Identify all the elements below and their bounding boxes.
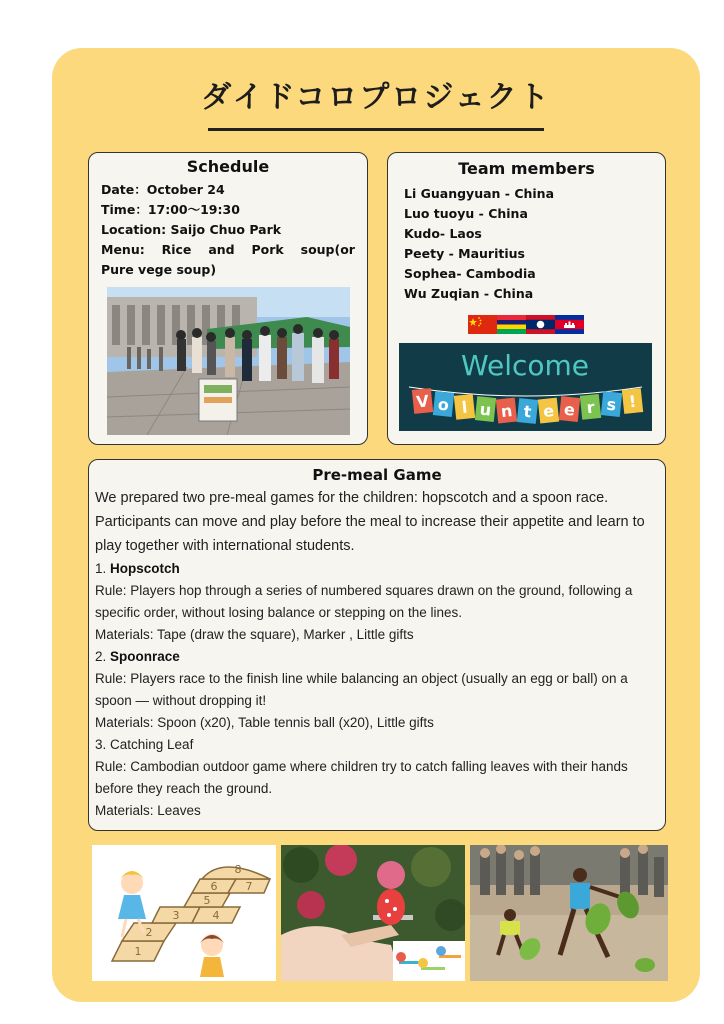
china-flag-icon bbox=[468, 315, 497, 334]
game-item-name: Hopscotch bbox=[110, 561, 180, 576]
banner-letter-tile bbox=[412, 388, 433, 414]
svg-text:!: ! bbox=[627, 391, 638, 412]
team-member: Wu Zuqian - China bbox=[404, 286, 534, 301]
svg-text:s: s bbox=[605, 394, 618, 415]
schedule-date: Date：October 24 bbox=[101, 182, 225, 197]
hop-number: 5 bbox=[203, 894, 211, 907]
banner-letter-tile bbox=[433, 391, 454, 417]
schedule-menu-line2: Pure vege soup) bbox=[101, 262, 217, 277]
laos-flag-icon bbox=[526, 315, 555, 334]
schedule-menu-line1 bbox=[101, 240, 355, 260]
team-card bbox=[387, 152, 666, 445]
hop-number: 1 bbox=[134, 945, 142, 958]
game-item-materials: Materials: Spoon (x20), Table tennis ball (x20), Little gifts bbox=[95, 715, 434, 730]
game-item-rule: Rule: Players hop through a series of numbered squares drawn on the ground, following a specific order, without losing balance or stepping on the lines. bbox=[95, 583, 633, 620]
banner-letter-tile bbox=[580, 394, 601, 420]
team-member: Kudo- Laos bbox=[404, 226, 482, 241]
title-underline bbox=[208, 128, 544, 131]
hop-number: 7 bbox=[245, 880, 253, 893]
banner-letter-tile bbox=[454, 394, 475, 420]
flag-row bbox=[468, 315, 584, 334]
schedule-heading: Schedule bbox=[186, 157, 270, 176]
spoon-race-photo bbox=[281, 845, 465, 981]
svg-text:u: u bbox=[478, 399, 493, 420]
poster bbox=[52, 48, 700, 1002]
banner-letter-tile bbox=[601, 391, 622, 417]
game-item-number: 2. bbox=[95, 649, 111, 664]
mauritius-flag-icon bbox=[497, 315, 526, 334]
game-item-rule: Rule: Cambodian outdoor game where children try to catch falling leaves with their hands before they reach the ground. bbox=[95, 759, 628, 796]
svg-text:e: e bbox=[563, 399, 576, 420]
banner-letter-tile bbox=[517, 398, 538, 424]
menu-word: and bbox=[208, 242, 235, 257]
svg-text:l: l bbox=[460, 397, 469, 418]
game-item-number: 1. bbox=[95, 561, 111, 576]
game-item-materials: Materials: Leaves bbox=[95, 803, 201, 818]
game-item-number: 3. Catching Leaf bbox=[95, 737, 194, 752]
menu-word: Menu: bbox=[101, 242, 145, 257]
banner-welcome-text: Welcome bbox=[460, 349, 590, 382]
menu-word: soup(or bbox=[300, 242, 355, 257]
cambodia-flag-icon bbox=[555, 315, 584, 334]
game-item-title bbox=[95, 646, 659, 668]
schedule-time: Time：17:00～19:30 bbox=[101, 202, 240, 217]
game-item-name: Spoonrace bbox=[110, 649, 180, 664]
svg-text:r: r bbox=[585, 397, 596, 418]
hopscotch-illustration bbox=[92, 845, 276, 981]
banner-letter-tile bbox=[622, 388, 643, 414]
svg-text:e: e bbox=[542, 400, 555, 422]
banner-letter-tile bbox=[559, 396, 580, 422]
page-title: ダイドコロプロジェクト bbox=[201, 80, 551, 115]
game-item-materials: Materials: Tape (draw the square), Marker , Little gifts bbox=[95, 627, 414, 642]
game-heading: Pre-meal Game bbox=[312, 466, 442, 484]
banner-letter-tile bbox=[475, 396, 496, 422]
banner-letter-tile bbox=[538, 398, 559, 424]
svg-text:t: t bbox=[522, 401, 533, 422]
event-photo bbox=[107, 287, 350, 435]
game-card bbox=[88, 459, 666, 831]
hop-number: 6 bbox=[210, 880, 218, 893]
game-item-title bbox=[95, 734, 659, 756]
hop-number: 8 bbox=[234, 863, 242, 876]
hop-number: 2 bbox=[145, 926, 153, 939]
team-heading: Team members bbox=[458, 159, 595, 178]
team-member: Li Guangyuan - China bbox=[404, 186, 555, 201]
game-item-rule: Rule: Players race to the finish line while balancing an object (usually an egg or ball) on a spoon — without dropping it! bbox=[95, 671, 628, 708]
hop-number: 3 bbox=[172, 909, 180, 922]
welcome-volunteers-banner bbox=[399, 343, 652, 431]
schedule-card bbox=[88, 152, 368, 445]
team-member: Sophea- Cambodia bbox=[404, 266, 536, 281]
hop-number: 4 bbox=[212, 909, 220, 922]
catching-leaf-photo bbox=[470, 845, 668, 981]
svg-text:n: n bbox=[499, 400, 514, 422]
game-intro: We prepared two pre-meal games for the children: hopscotch and a spoon race. Participants can move and play before the meal to increase their appetite and learn to play together with international students. bbox=[95, 490, 645, 554]
svg-text:V: V bbox=[415, 391, 430, 412]
schedule-location: Location: Saijo Chuo Park bbox=[101, 222, 282, 237]
menu-word: Pork bbox=[251, 242, 284, 257]
menu-word: Rice bbox=[161, 242, 192, 257]
team-member: Peety - Mauritius bbox=[404, 246, 525, 261]
game-item-title bbox=[95, 558, 659, 580]
banner-letter-tile bbox=[496, 398, 517, 424]
svg-text:o: o bbox=[436, 394, 450, 415]
team-member: Luo tuoyu - China bbox=[404, 206, 528, 221]
